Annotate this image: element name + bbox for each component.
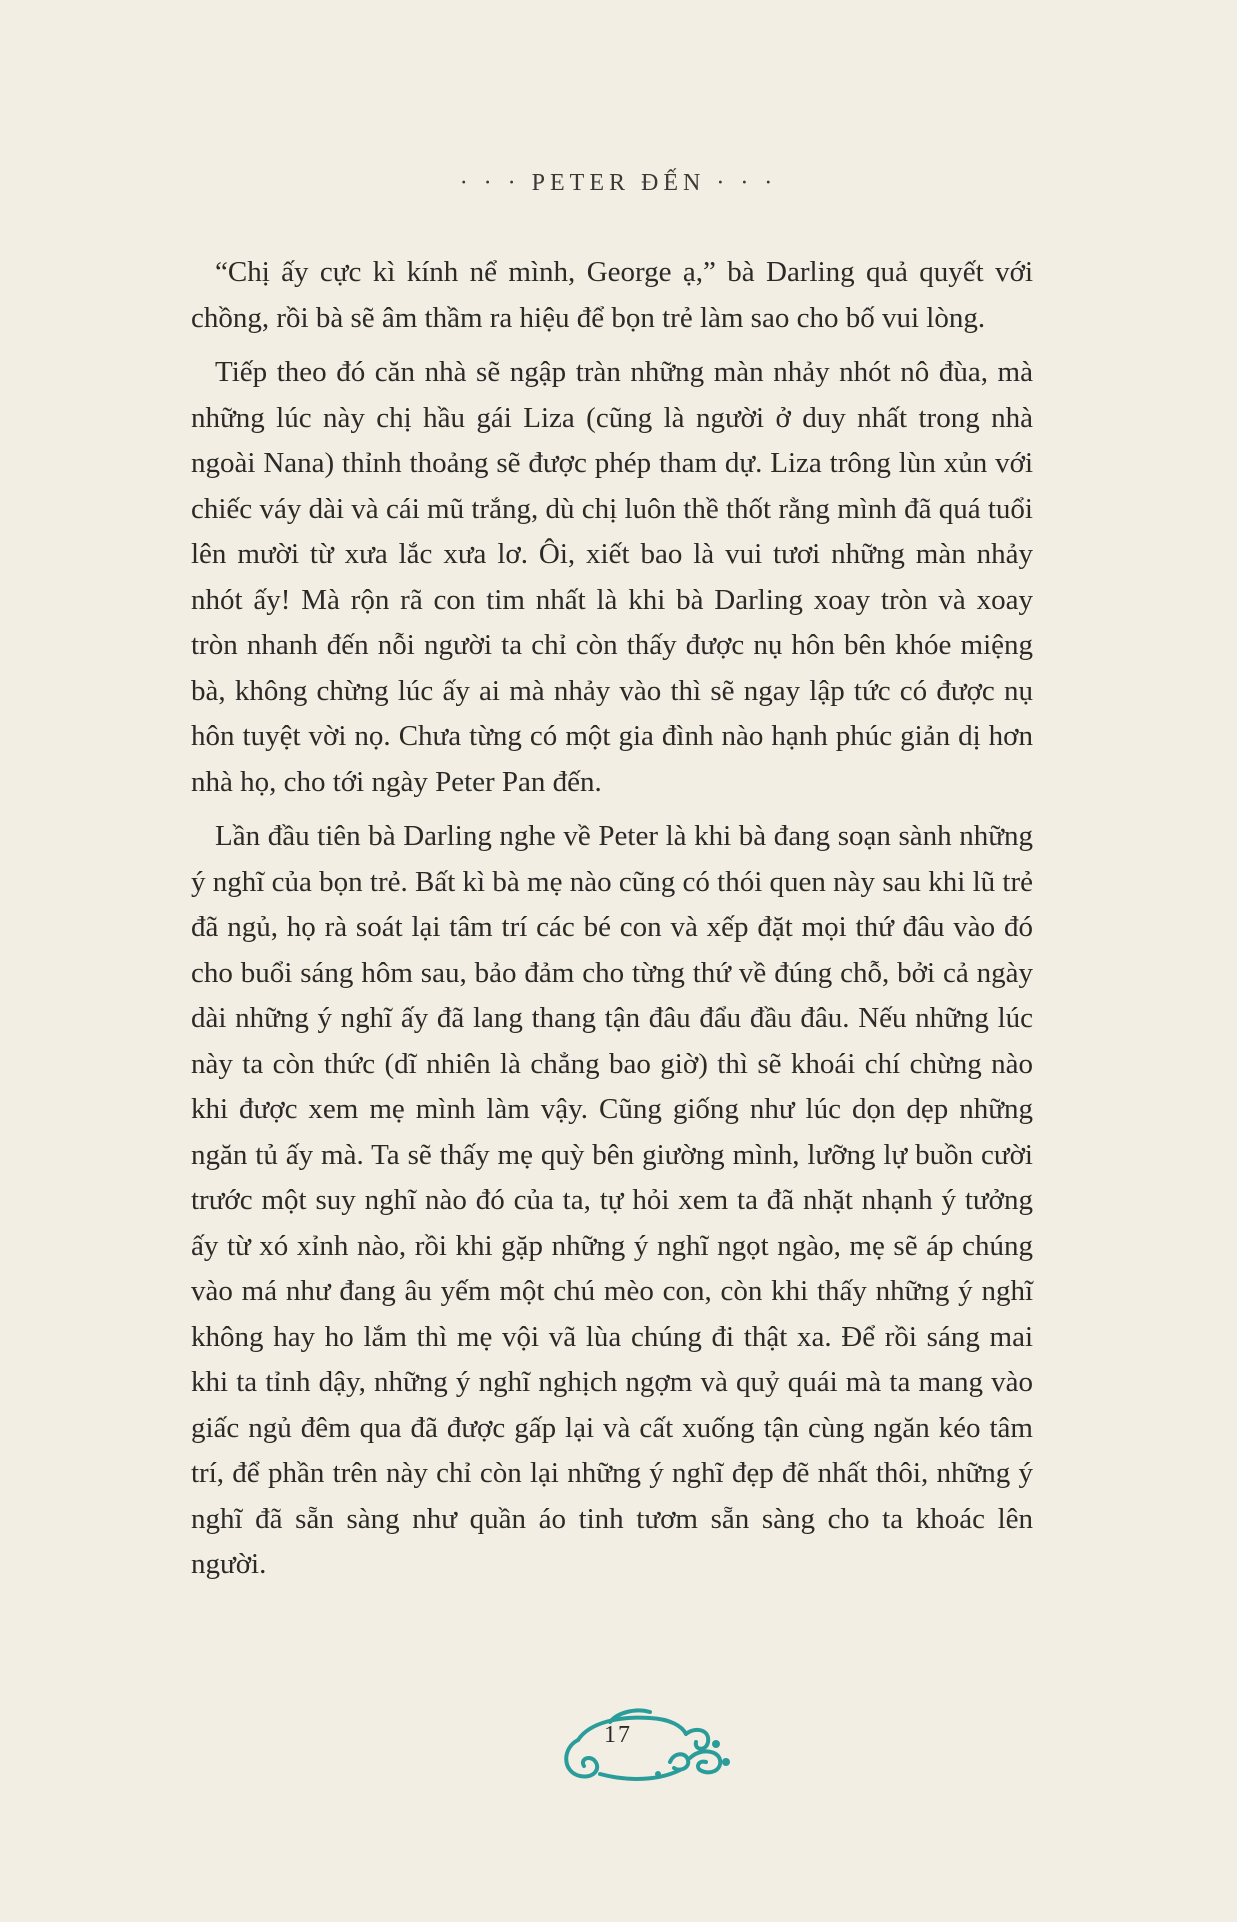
- page-folio: [550, 1700, 740, 1790]
- body-text: [191, 250, 1033, 1597]
- paragraph-3: Lần đầu tiên bà Darling nghe về Peter là khi bà đang soạn sành những ý nghĩ của bọn trẻ. Bất kì bà mẹ nào cũng có thói quen này sau khi lũ trẻ đã ngủ, họ rà soát lại tâm trí các bé con và xếp đặt mọi thứ đâu vào đó cho buổi sáng hôm sau, bảo đảm cho từng thứ về đúng chỗ, bởi cả ngày dài những ý nghĩ ấy đã lang thang tận đâu đẩu đầu đâu. Nếu những lúc này ta còn thức (dĩ nhiên là chẳng bao giờ) thì sẽ khoái chí chừng nào khi được xem mẹ mình làm vậy. Cũng giống như lúc dọn dẹp những ngăn tủ ấy mà. Ta sẽ thấy mẹ quỳ bên giường mình, lưỡng lự buồn cười trước một suy nghĩ nào đó của ta, tự hỏi xem ta đã nhặt nhạnh ý tưởng ấy từ xó xỉnh nào, rồi khi gặp những ý nghĩ ngọt ngào, mẹ sẽ áp chúng vào má như đang âu yếm một chú mèo con, còn khi thấy những ý nghĩ không hay ho lắm thì mẹ vội vã lùa chúng đi thật xa. Để rồi sáng mai khi ta tỉnh dậy, những ý nghĩ nghịch ngợm và quỷ quái mà ta mang vào giấc ngủ đêm qua đã được gấp lại và cất xuống tận cùng ngăn kéo tâm trí, để phần trên này chỉ còn lại những ý nghĩ đẹp đẽ nhất thôi, những ý nghĩ đã sẵn sàng như quần áo tinh tươm sẵn sàng cho ta khoác lên người.: [191, 820, 1033, 1580]
- paragraph-1: “Chị ấy cực kì kính nể mình, George ạ,” bà Darling quả quyết với chồng, rồi bà sẽ âm thầm ra hiệu để bọn trẻ làm sao cho bố vui lòng.: [191, 256, 1033, 334]
- paragraph-2: Tiếp theo đó căn nhà sẽ ngập tràn những màn nhảy nhót nô đùa, mà những lúc này chị hầu gái Liza (cũng là người ở duy nhất trong nhà ngoài Nana) thỉnh thoảng sẽ được phép tham dự. Liza trông lùn xủn với chiếc váy dài và cái mũ trắng, dù chị luôn thề thốt rằng mình đã quá tuổi lên mười từ xưa lắc xưa lơ. Ôi, xiết bao là vui tươi những màn nhảy nhót ấy! Mà rộn rã con tim nhất là khi bà Darling xoay tròn và xoay tròn nhanh đến nỗi người ta chỉ còn thấy được nụ hôn bên khóe miệng bà, không chừng lúc ấy ai mà nhảy vào thì sẽ ngay lập tức có được nụ hôn tuyệt vời nọ. Chưa từng có một gia đình nào hạnh phúc giản dị hơn nhà họ, cho tới ngày Peter Pan đến.: [191, 356, 1033, 798]
- running-head: · · · PETER ĐẾN · · ·: [459, 170, 778, 196]
- page-number: 17: [604, 1722, 632, 1748]
